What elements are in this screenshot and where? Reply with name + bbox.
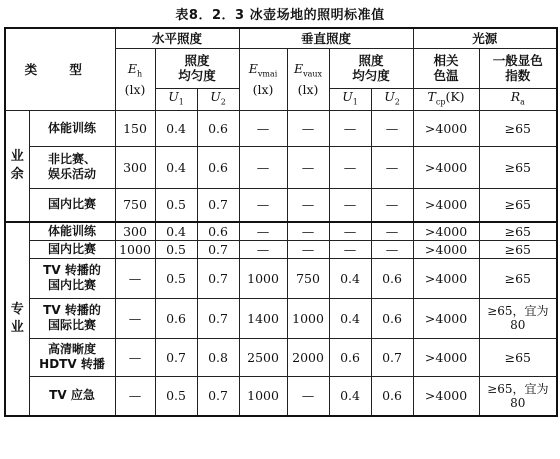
- cell-evaux: —: [287, 222, 329, 240]
- cell-vu1: 0.6: [329, 338, 371, 376]
- cell-vu1: —: [329, 146, 371, 188]
- eh-header: $E_h$ (lx): [115, 48, 155, 110]
- cell-u2: 0.7: [197, 258, 239, 298]
- row-type-name: 高清晰度 HDTV 转播: [29, 338, 115, 376]
- type-header: 类 型: [5, 28, 115, 110]
- cell-evaux: —: [287, 376, 329, 416]
- table-row: [5, 240, 557, 258]
- v-u1-header: $U_1$: [329, 88, 371, 110]
- cell-evaux: 1000: [287, 298, 329, 338]
- cell-tcp: >4000: [413, 338, 479, 376]
- cell-vu2: —: [371, 240, 413, 258]
- cell-vu2: 0.6: [371, 376, 413, 416]
- cell-vu1: —: [329, 188, 371, 222]
- color-temp-header: 相关 色温: [413, 48, 479, 88]
- lighting-standard-table: [4, 27, 558, 417]
- table-row: [5, 376, 557, 416]
- cell-ra: ≥65: [479, 222, 557, 240]
- cell-u1: 0.4: [155, 110, 197, 146]
- table-row: [5, 338, 557, 376]
- cell-u2: 0.6: [197, 110, 239, 146]
- cell-u1: 0.6: [155, 298, 197, 338]
- cell-vu1: 0.4: [329, 376, 371, 416]
- table-row: [5, 258, 557, 298]
- cell-eh: —: [115, 258, 155, 298]
- cell-u2: 0.7: [197, 240, 239, 258]
- cell-eh: —: [115, 298, 155, 338]
- cell-evaux: 750: [287, 258, 329, 298]
- cell-ra: ≥65: [479, 240, 557, 258]
- ra-header: $R_a$: [479, 88, 557, 110]
- cell-evmai: 1400: [239, 298, 287, 338]
- cell-evmai: —: [239, 146, 287, 188]
- cell-tcp: >4000: [413, 222, 479, 240]
- row-type-name: 体能训练: [29, 110, 115, 146]
- row-type-name: 国内比赛: [29, 240, 115, 258]
- row-type-name: TV 应急: [29, 376, 115, 416]
- cell-evmai: 1000: [239, 258, 287, 298]
- cell-vu1: —: [329, 222, 371, 240]
- cell-vu2: 0.7: [371, 338, 413, 376]
- cell-u1: 0.5: [155, 188, 197, 222]
- u2-header: $U_2$: [197, 88, 239, 110]
- cell-u1: 0.4: [155, 146, 197, 188]
- u1-header: $U_1$: [155, 88, 197, 110]
- cell-eh: 300: [115, 222, 155, 240]
- cell-u2: 0.6: [197, 146, 239, 188]
- cri-header: 一般显色 指数: [479, 48, 557, 88]
- cell-u1: 0.5: [155, 258, 197, 298]
- cell-u1: 0.7: [155, 338, 197, 376]
- cell-eh: —: [115, 338, 155, 376]
- cell-vu1: —: [329, 110, 371, 146]
- cell-vu2: —: [371, 188, 413, 222]
- table-row: [5, 188, 557, 222]
- cell-eh: 150: [115, 110, 155, 146]
- cell-vu1: 0.4: [329, 298, 371, 338]
- table-row: [5, 146, 557, 188]
- cell-eh: 1000: [115, 240, 155, 258]
- header-row-1: [5, 28, 557, 48]
- cell-tcp: >4000: [413, 188, 479, 222]
- table-row: [5, 110, 557, 146]
- cell-evaux: —: [287, 146, 329, 188]
- table-title: 表8．2．3 冰壶场地的照明标准值: [175, 8, 385, 23]
- cell-tcp: >4000: [413, 258, 479, 298]
- row-type-name: 体能训练: [29, 222, 115, 240]
- cell-evaux: —: [287, 188, 329, 222]
- table-row: [5, 298, 557, 338]
- cell-ra: ≥65: [479, 110, 557, 146]
- cell-u2: 0.6: [197, 222, 239, 240]
- cell-tcp: >4000: [413, 110, 479, 146]
- cell-u2: 0.7: [197, 298, 239, 338]
- horizontal-header: 水平照度: [115, 28, 239, 48]
- row-type-name: TV 转播的 国内比赛: [29, 258, 115, 298]
- cell-tcp: >4000: [413, 240, 479, 258]
- cell-vu2: —: [371, 110, 413, 146]
- row-type-name: 非比赛、 娱乐活动: [29, 146, 115, 188]
- cell-vu1: —: [329, 240, 371, 258]
- cell-u1: 0.5: [155, 376, 197, 416]
- cell-u1: 0.4: [155, 222, 197, 240]
- cell-tcp: >4000: [413, 146, 479, 188]
- cell-evmai: 2500: [239, 338, 287, 376]
- cell-eh: 300: [115, 146, 155, 188]
- cell-vu2: —: [371, 222, 413, 240]
- cell-evmai: 1000: [239, 376, 287, 416]
- row-type-name: 国内比赛: [29, 188, 115, 222]
- cell-u2: 0.7: [197, 188, 239, 222]
- cell-ra: ≥65: [479, 258, 557, 298]
- cell-evmai: —: [239, 222, 287, 240]
- cell-tcp: >4000: [413, 376, 479, 416]
- cell-ra: ≥65，宜为 80: [479, 376, 557, 416]
- table-row: [5, 222, 557, 240]
- cell-u2: 0.8: [197, 338, 239, 376]
- group-amateur: 业 余: [5, 110, 29, 222]
- cell-evaux: —: [287, 110, 329, 146]
- cell-ra: ≥65，宜为 80: [479, 298, 557, 338]
- evaux-header: $E_{vaux}$ (lx): [287, 48, 329, 110]
- cell-vu2: —: [371, 146, 413, 188]
- cell-evmai: —: [239, 188, 287, 222]
- evmai-header: $E_{vmai}$ (lx): [239, 48, 287, 110]
- cell-evmai: —: [239, 110, 287, 146]
- cell-eh: 750: [115, 188, 155, 222]
- cell-ra: ≥65: [479, 188, 557, 222]
- cell-ra: ≥65: [479, 146, 557, 188]
- cell-evmai: —: [239, 240, 287, 258]
- group-professional: 专 业: [5, 222, 29, 416]
- vertical-header: 垂直照度: [239, 28, 413, 48]
- row-type-name: TV 转播的 国际比赛: [29, 298, 115, 338]
- v-uniformity-header: 照度 均匀度: [329, 48, 413, 88]
- cell-vu2: 0.6: [371, 298, 413, 338]
- cell-ra: ≥65: [479, 338, 557, 376]
- cell-evaux: —: [287, 240, 329, 258]
- cell-eh: —: [115, 376, 155, 416]
- cell-u2: 0.7: [197, 376, 239, 416]
- cell-u1: 0.5: [155, 240, 197, 258]
- cell-vu1: 0.4: [329, 258, 371, 298]
- tcp-header: $T_{cp}(K)$: [413, 88, 479, 110]
- v-u2-header: $U_2$: [371, 88, 413, 110]
- cell-evaux: 2000: [287, 338, 329, 376]
- h-uniformity-header: 照度 均匀度: [155, 48, 239, 88]
- cell-tcp: >4000: [413, 298, 479, 338]
- cell-vu2: 0.6: [371, 258, 413, 298]
- light-source-header: 光源: [413, 28, 557, 48]
